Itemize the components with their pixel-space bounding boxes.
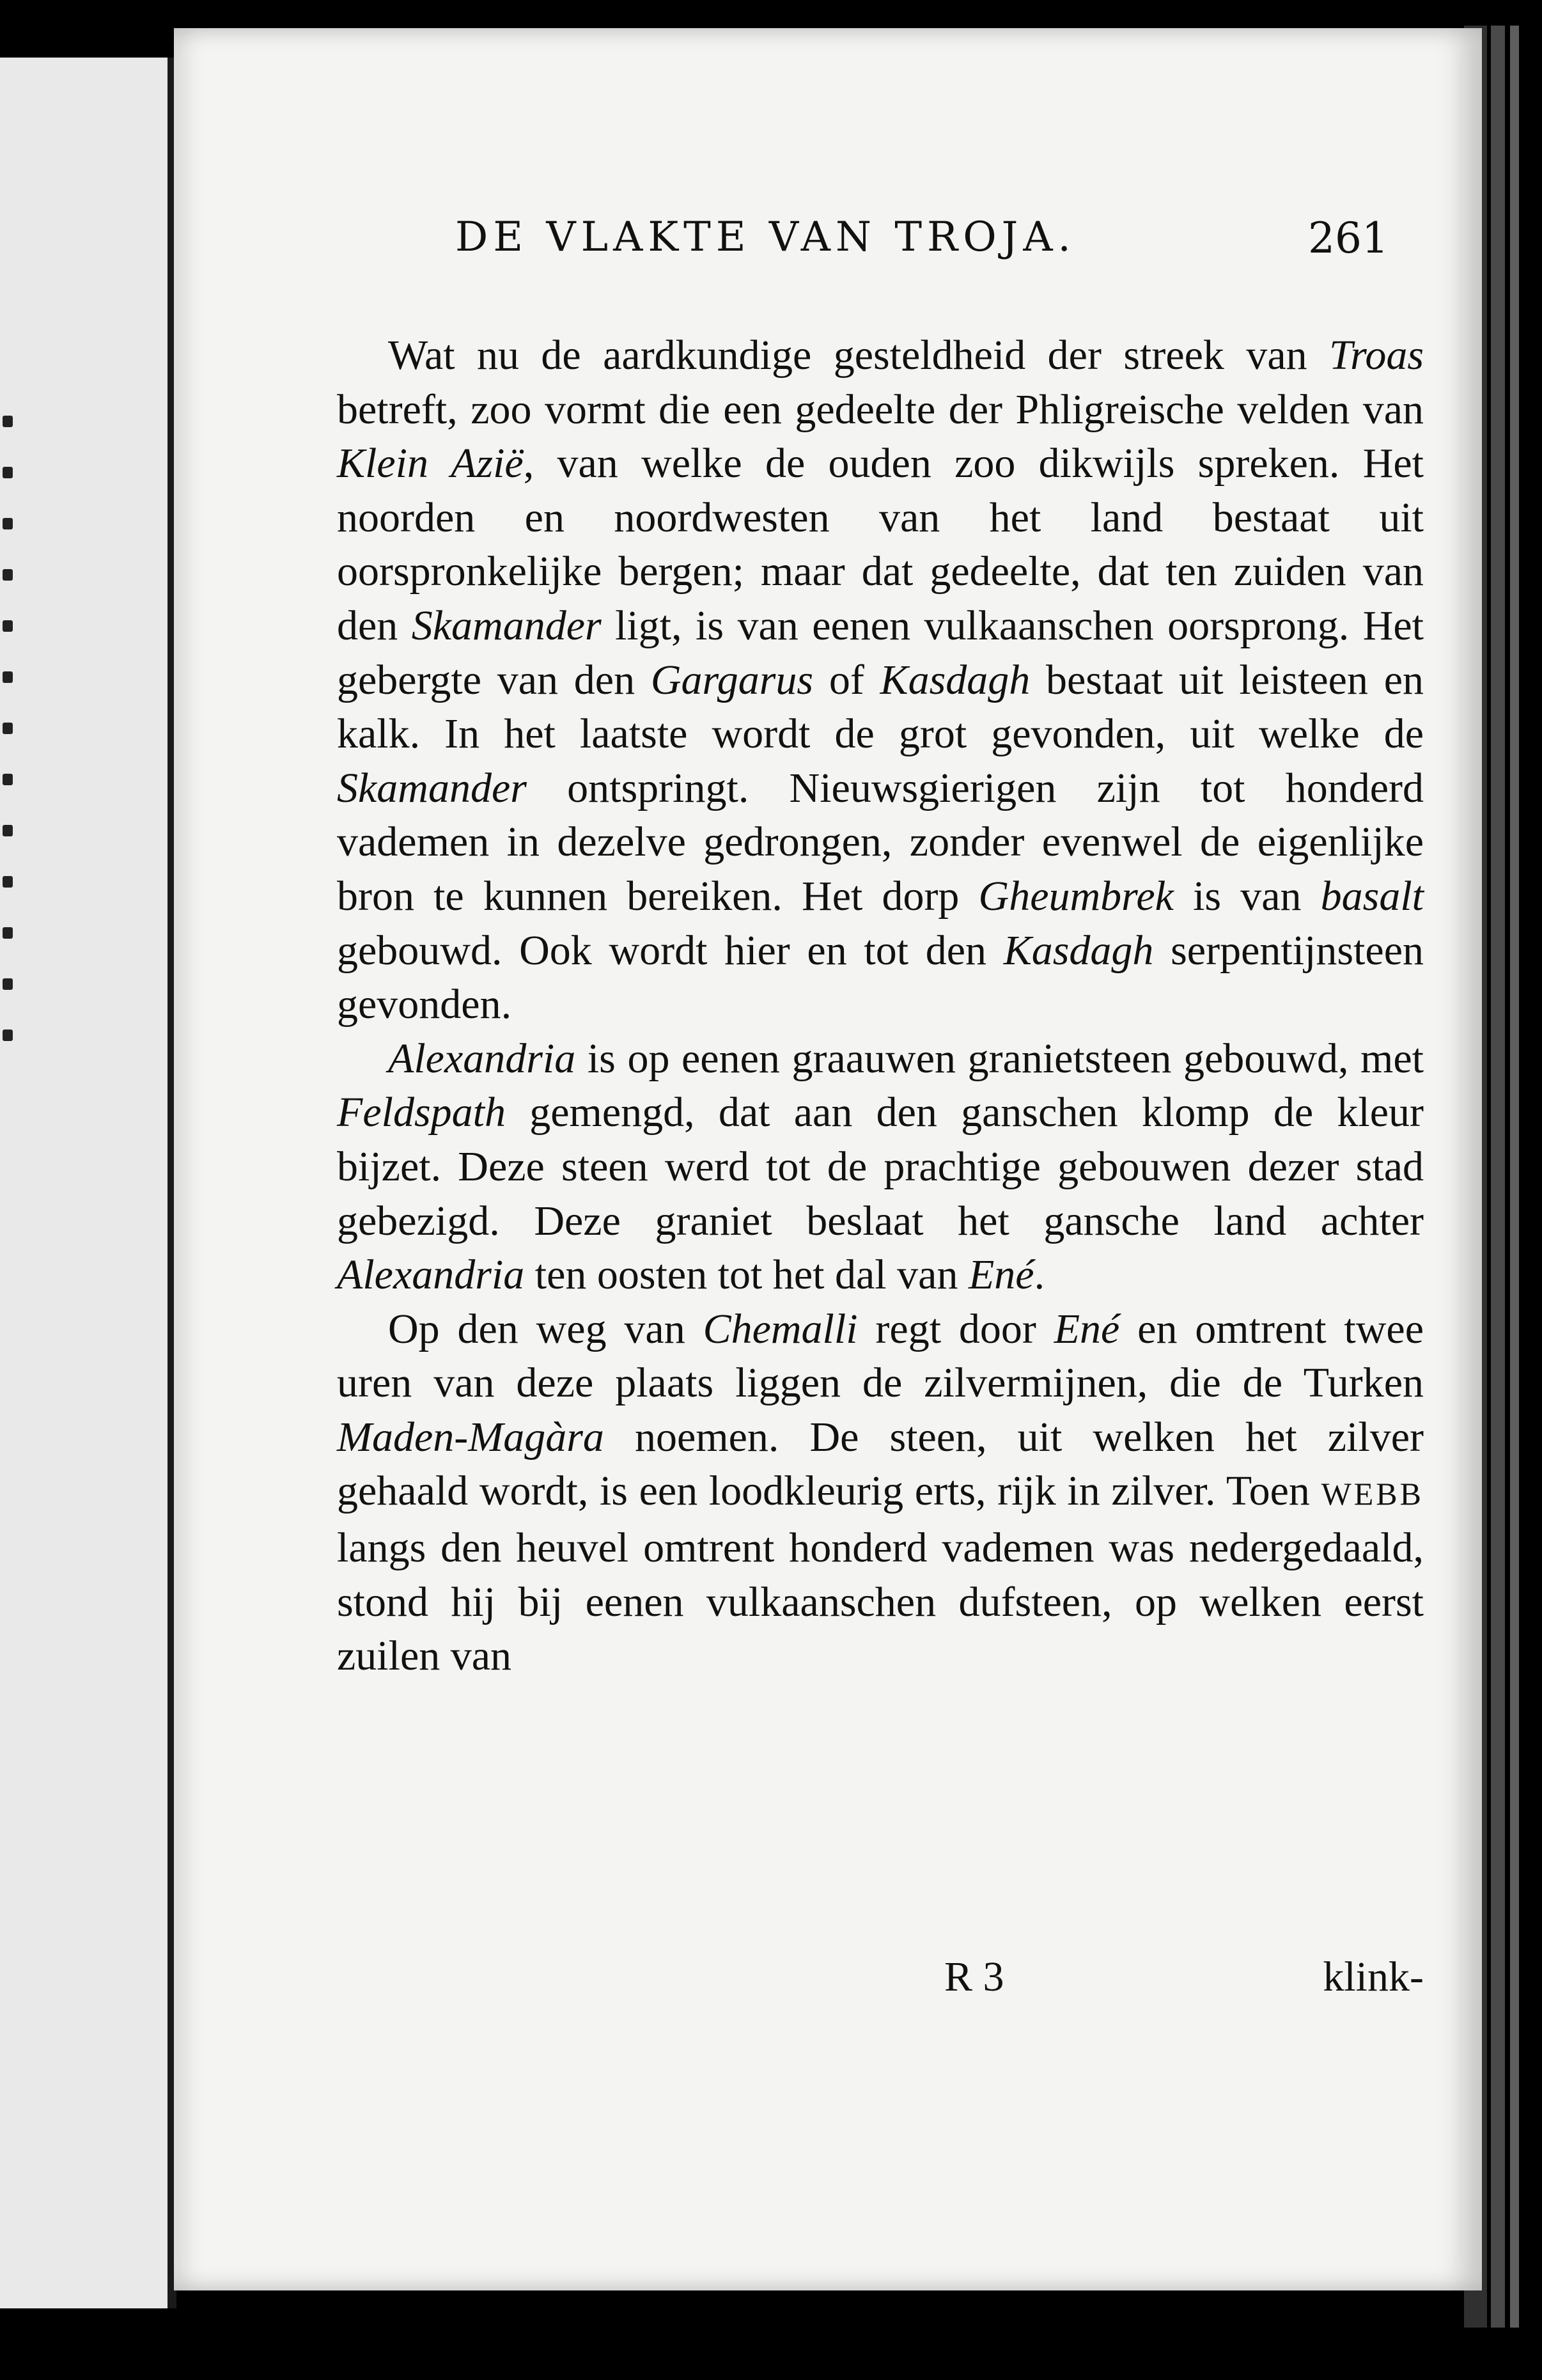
text-run: is op eenen graauwen granietsteen gebouwd, met	[575, 1035, 1424, 1082]
book-page	[174, 28, 1482, 2290]
italic-run: basalt	[1320, 872, 1424, 920]
italic-run: Troas	[1329, 332, 1424, 379]
ink-mark	[3, 978, 13, 990]
italic-run: Maden-Magàra	[337, 1413, 604, 1460]
text-run: .	[1034, 1251, 1045, 1299]
ink-mark	[3, 671, 13, 683]
italic-run: Alexandria	[337, 1251, 525, 1299]
ink-mark	[3, 569, 13, 581]
paragraph	[337, 1032, 1424, 1303]
ink-mark	[3, 416, 13, 427]
text-run: , van welke de ouden zoo dikwijls spreken. Het noorden en noordwesten van het land bestaat uit oorspronkelijke bergen; maar dat gedeelte, dat ten zuiden van den	[337, 440, 1424, 649]
paragraph	[337, 329, 1424, 1032]
text-run: serpentijnsteen gevonden.	[337, 927, 1424, 1028]
running-title: DE VLAKTE VAN TROJA.	[455, 214, 1076, 261]
text-run: betreft, zoo vormt die een gedeelte der Phligreische velden van	[337, 386, 1424, 433]
text-run: Wat nu de aardkundige gesteldheid der streek van	[388, 332, 1330, 379]
adjacent-page-edge	[0, 58, 176, 2308]
text-run: gemengd, dat aan den ganschen klomp de kleur bijzet. Deze steen werd tot de prachtige gebouwen dezer stad gebezigd. Deze graniet beslaat het gansche land achter	[337, 1089, 1424, 1244]
text-run: gebouwd. Ook wordt hier en tot den	[337, 927, 1004, 974]
italic-run: Skamander	[337, 764, 527, 811]
ink-mark	[3, 876, 13, 888]
ink-mark	[3, 620, 13, 632]
italic-run: Kasdagh	[880, 656, 1031, 703]
ink-mark	[3, 1030, 13, 1041]
text-run: of	[813, 656, 880, 703]
italic-run: Feldspath	[337, 1089, 506, 1136]
page-footer	[337, 1953, 1424, 2010]
body-text	[337, 329, 1424, 1684]
text-run: regt door	[857, 1305, 1054, 1352]
text-run: ontspringt. Nieuwsgierigen zijn tot honderd vademen in dezelve gedrongen, zonder evenwel de eigenlijke bron te kunnen bereiken. Het dorp	[337, 764, 1424, 920]
catchword: klink-	[1323, 1953, 1424, 2000]
text-run: is van	[1173, 872, 1321, 920]
italic-run: Kasdagh	[1003, 927, 1154, 974]
italic-run: Gargarus	[650, 656, 814, 703]
text-run: langs den heuvel omtrent honderd vademen was nedergedaald, stond hij bij eenen vulkaanschen dufsteen, op welken eerst zuilen van	[337, 1524, 1424, 1680]
ink-mark	[3, 927, 13, 939]
text-run: noemen. De steen, uit welken het zilver gehaald wordt, is een loodkleurig erts, rijk in zilver. Toen	[337, 1413, 1424, 1515]
text-run: bestaat uit leisteen en kalk. In het laatste wordt de grot gevonden, uit welke de	[337, 656, 1424, 758]
italic-run: Chemalli	[703, 1305, 858, 1352]
italic-run: Ené	[968, 1251, 1034, 1299]
italic-run: Gheumbrek	[978, 872, 1174, 920]
ink-mark	[3, 774, 13, 785]
ink-mark	[3, 518, 13, 529]
small-caps-run: WEBB	[1321, 1476, 1424, 1512]
page-edge	[1491, 26, 1505, 2328]
ink-mark	[3, 467, 13, 478]
italic-run: Ené	[1054, 1305, 1120, 1352]
ink-mark	[3, 723, 13, 734]
running-head	[455, 214, 1389, 284]
italic-run: Klein Azië	[337, 440, 524, 487]
paragraph	[337, 1303, 1424, 1684]
page-number: 261	[1308, 214, 1389, 263]
text-run: ten oosten tot het dal van	[524, 1251, 969, 1299]
text-run: en omtrent twee uren van deze plaats liggen de zilvermijnen, die de Turken	[337, 1305, 1424, 1407]
signature-mark: R 3	[944, 1953, 1004, 2000]
ink-mark	[3, 825, 13, 836]
page-edge	[1510, 26, 1519, 2328]
italic-run: Skamander	[411, 602, 602, 649]
italic-run: Alexandria	[388, 1035, 576, 1082]
text-run: ligt, is van eenen vulkaanschen oorsprong. Het gebergte van den	[337, 602, 1424, 703]
text-run: Op den weg van	[388, 1305, 703, 1352]
